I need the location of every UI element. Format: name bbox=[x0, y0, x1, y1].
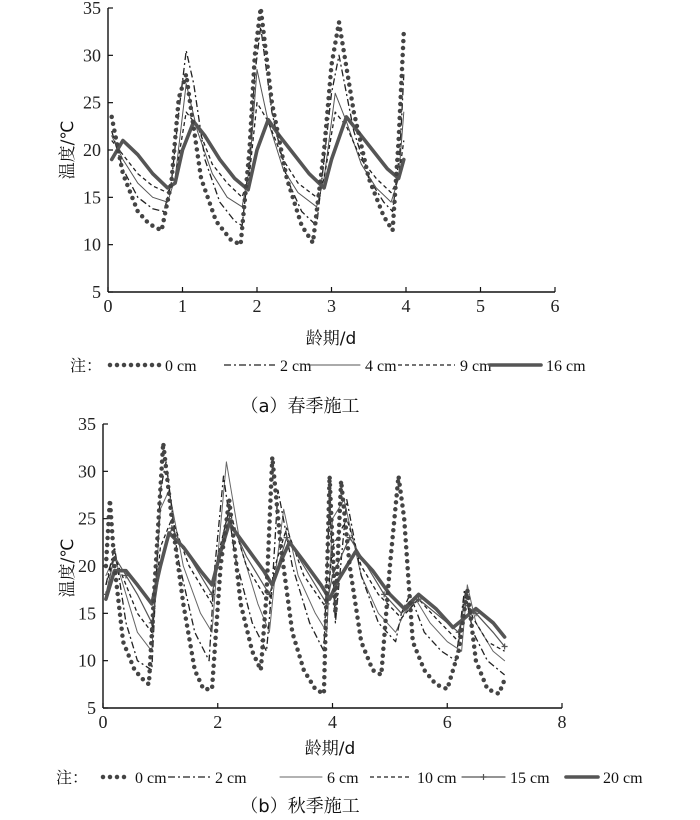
legend-label: 10 cm bbox=[417, 770, 457, 787]
legend-label: 2 cm bbox=[215, 770, 247, 787]
legend-label: 0 cm bbox=[165, 358, 197, 375]
x-tick-label: 6 bbox=[550, 296, 560, 316]
legend-label: 20 cm bbox=[603, 770, 643, 787]
x-tick-label: 0 bbox=[98, 712, 108, 732]
y-tick-label: 20 bbox=[78, 556, 96, 576]
y-tick-label: 25 bbox=[83, 92, 101, 113]
caption-a: （a）春季施工 bbox=[240, 396, 360, 417]
y-axis-title: 温度/℃ bbox=[58, 120, 78, 180]
legend-label: 0 cm bbox=[135, 770, 167, 787]
caption-b: （b）秋季施工 bbox=[240, 796, 360, 817]
x-axis-title: 龄期/d bbox=[305, 329, 357, 349]
series-line-20cm bbox=[106, 523, 505, 637]
y-tick-label: 10 bbox=[78, 650, 96, 671]
chart-autumn-construction bbox=[56, 414, 643, 817]
x-tick-label: 4 bbox=[328, 712, 337, 732]
legend-b bbox=[56, 768, 643, 787]
y-tick-label: 25 bbox=[78, 508, 96, 529]
x-tick-label: 0 bbox=[103, 296, 113, 316]
y-tick-label: 5 bbox=[87, 698, 96, 718]
series-line-10cm bbox=[106, 509, 505, 651]
x-tick-label: 2 bbox=[252, 296, 262, 316]
legend-label: 4 cm bbox=[365, 358, 397, 375]
x-tick-label: 4 bbox=[401, 296, 411, 316]
y-tick-label: 10 bbox=[83, 234, 101, 255]
chart-spring-construction bbox=[58, 0, 586, 417]
legend-note: 注： bbox=[70, 356, 103, 375]
x-tick-label: 5 bbox=[476, 296, 485, 316]
y-tick-label: 5 bbox=[92, 282, 101, 302]
legend-label: 6 cm bbox=[327, 770, 359, 787]
x-axis-title: 龄期/d bbox=[304, 739, 356, 759]
y-tick-label: 35 bbox=[78, 414, 96, 434]
series-line-16cm bbox=[112, 117, 404, 190]
y-tick-label: 15 bbox=[78, 603, 96, 624]
x-tick-label: 1 bbox=[178, 296, 187, 316]
y-axis-label-b bbox=[58, 539, 78, 598]
legend-label: 9 cm bbox=[460, 358, 492, 375]
legend-label: 2 cm bbox=[280, 358, 312, 375]
x-tick-label: 8 bbox=[557, 712, 567, 732]
y-axis-label-a bbox=[58, 121, 78, 180]
x-tick-label: 2 bbox=[213, 712, 223, 732]
x-tick-label: 3 bbox=[327, 296, 336, 316]
legend-label: 15 cm bbox=[510, 770, 550, 787]
series-line-2cm bbox=[112, 27, 404, 226]
y-axis-title: 温度/℃ bbox=[58, 538, 78, 598]
series-point-15cm bbox=[209, 591, 215, 597]
y-tick-label: 20 bbox=[83, 140, 101, 160]
y-tick-label: 30 bbox=[78, 461, 96, 482]
x-tick-label: 6 bbox=[442, 712, 452, 732]
legend-label: 16 cm bbox=[546, 358, 586, 375]
legend-note: 注： bbox=[56, 768, 89, 787]
y-tick-label: 15 bbox=[83, 187, 101, 208]
y-tick-label: 35 bbox=[83, 0, 101, 18]
y-tick-label: 30 bbox=[83, 45, 101, 66]
legend-a bbox=[70, 356, 586, 375]
legend-marker bbox=[481, 774, 487, 780]
